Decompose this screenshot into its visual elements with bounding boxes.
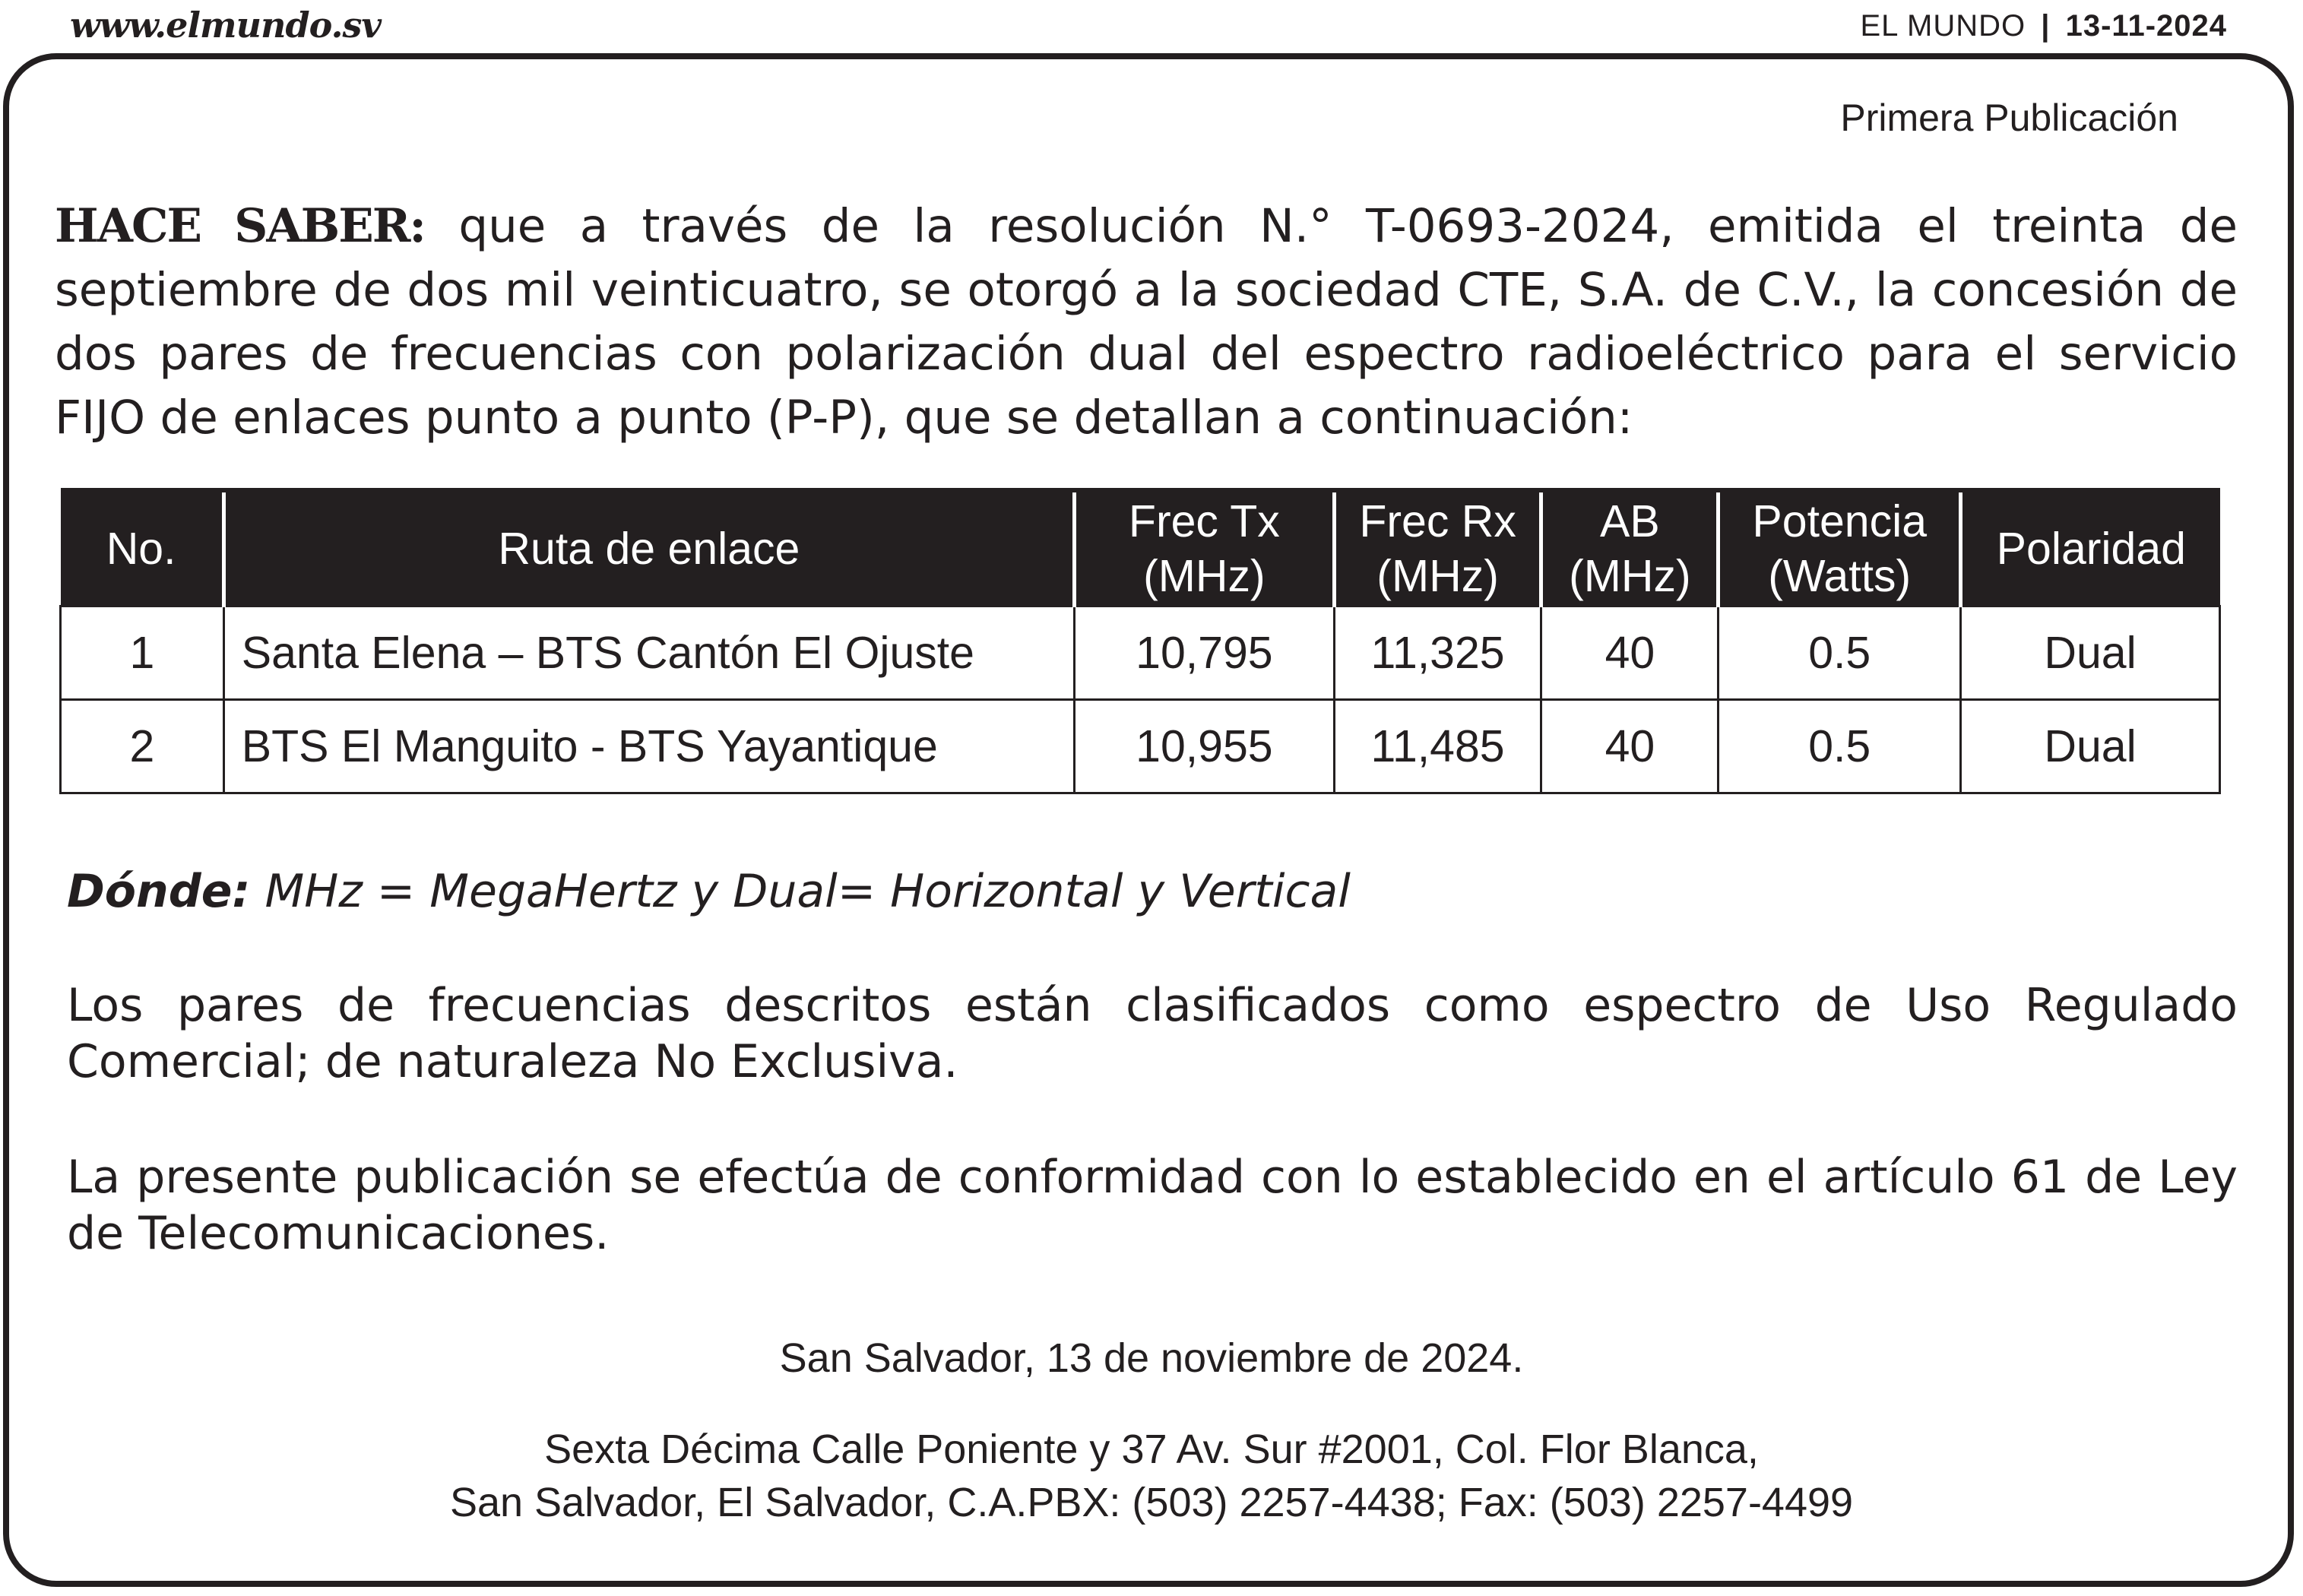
table-cell: Dual bbox=[1961, 700, 2220, 793]
table-cell: 0.5 bbox=[1719, 606, 1961, 700]
masthead-separator: | bbox=[2041, 9, 2051, 43]
table-cell: 2 bbox=[61, 700, 224, 793]
site-url: www.elmundo.sv bbox=[70, 5, 382, 46]
table-row bbox=[61, 700, 2220, 793]
masthead bbox=[1860, 9, 2227, 43]
classification-paragraph: Los pares de frecuencias descritos están clasificados como espectro de Uso Regulado Comercial; de naturaleza No Exclusiva. bbox=[67, 979, 2238, 1088]
address-line: Sexta Décima Calle Poniente y 37 Av. Sur #2001, Col. Flor Blanca, bbox=[544, 1427, 1759, 1472]
notice-intro bbox=[55, 195, 2238, 450]
table-cell: 1 bbox=[61, 606, 224, 700]
place-date: San Salvador, 13 de noviembre de 2024. bbox=[779, 1335, 1524, 1381]
definitions-label: Dónde: bbox=[67, 865, 251, 918]
newspaper-name: EL MUNDO bbox=[1860, 9, 2026, 43]
frequency-table bbox=[59, 488, 2221, 794]
definitions-text: MHz = MegaHertz y Dual= Horizontal y Vertical bbox=[250, 865, 1351, 918]
table-cell: 10,795 bbox=[1075, 606, 1335, 700]
table-cell: Dual bbox=[1961, 606, 2220, 700]
table-cell: 11,485 bbox=[1334, 700, 1541, 793]
notice-intro-text: que a través de la resolución N.° T-0693-2024, emitida el treinta de septiembre de dos mil veinticuatro, se otorgó a la sociedad CTE, S.A. de C.V., la concesión de dos pares de frecuencias con polarización dual del espectro radioeléctrico para el servicio FIJO de enlaces punto a punto (P-P), que se detallan a continuación: bbox=[55, 199, 2238, 445]
column-header: Ruta de enlace bbox=[223, 490, 1074, 606]
table-cell: BTS El Manguito - BTS Yayantique bbox=[223, 700, 1074, 793]
table-cell: 40 bbox=[1541, 606, 1719, 700]
table-row bbox=[61, 606, 2220, 700]
table-cell: 0.5 bbox=[1719, 700, 1961, 793]
column-header: Potencia (Watts) bbox=[1719, 490, 1961, 606]
issue-date: 13-11-2024 bbox=[2065, 9, 2227, 43]
notice-lead: HACE SABER: bbox=[55, 199, 425, 253]
column-header: No. bbox=[61, 490, 224, 606]
table-cell: 40 bbox=[1541, 700, 1719, 793]
table-cell: Santa Elena – BTS Cantón El Ojuste bbox=[223, 606, 1074, 700]
address-block bbox=[0, 1423, 2303, 1529]
definitions-note bbox=[67, 863, 2238, 920]
table-cell: 11,325 bbox=[1334, 606, 1541, 700]
table-cell: 10,955 bbox=[1075, 700, 1335, 793]
legal-paragraph: La presente publicación se efectúa de conformidad con lo establecido en el artículo 61 de Ley de Telecomunicaciones. bbox=[67, 1151, 2238, 1260]
column-header: Polaridad bbox=[1961, 490, 2220, 606]
table-header-row bbox=[61, 490, 2220, 606]
column-header: AB (MHz) bbox=[1541, 490, 1719, 606]
column-header: Frec Rx (MHz) bbox=[1334, 490, 1541, 606]
publication-note: Primera Publicación bbox=[1840, 97, 2178, 139]
address-line: San Salvador, El Salvador, C.A.PBX: (503) 2257-4438; Fax: (503) 2257-4499 bbox=[449, 1480, 1854, 1525]
column-header: Frec Tx (MHz) bbox=[1075, 490, 1335, 606]
